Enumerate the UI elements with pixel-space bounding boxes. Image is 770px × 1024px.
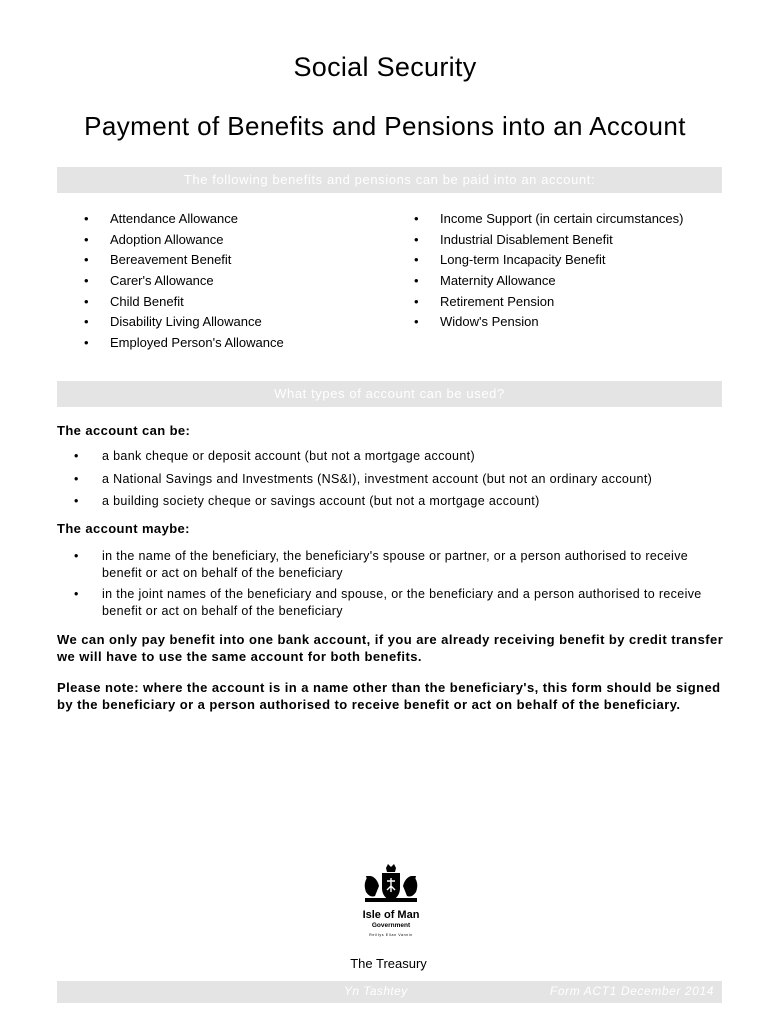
- department-name: The Treasury: [350, 956, 427, 971]
- list-item: • Attendance Allowance: [84, 209, 284, 230]
- logo-line1: Isle of Man: [362, 909, 420, 921]
- account-can-be-heading: The account can be:: [57, 423, 191, 438]
- list-item: • in the joint names of the beneficiary and spouse, or the beneficiary and a person authorised to receive benefit or act on behalf of the beneficiary: [74, 586, 724, 619]
- document-subtitle: Payment of Benefits and Pensions into an Account: [84, 111, 686, 141]
- list-item: • a National Savings and Investments (NS&I), investment account (but not an ordinary account): [74, 471, 724, 494]
- account-maybe-heading: The account maybe:: [57, 521, 190, 536]
- logo-wordmark: [363, 909, 420, 937]
- document-title: Social Security: [293, 52, 477, 82]
- account-can-be-list: [74, 448, 724, 516]
- list-item: • Long-term Incapacity Benefit: [414, 250, 683, 271]
- logo-line2: Government: [371, 922, 411, 929]
- list-item: • Adoption Allowance: [84, 230, 284, 251]
- list-item: • Disability Living Allowance: [84, 312, 284, 333]
- list-item: • a bank cheque or deposit account (but not a mortgage account): [74, 448, 724, 471]
- form-reference: Form ACT1 December 2014: [549, 984, 714, 998]
- benefits-list-left: [84, 209, 284, 354]
- list-item: • Retirement Pension: [414, 292, 683, 313]
- benefits-section-bar: The following benefits and pensions can be paid into an account:: [57, 167, 722, 193]
- list-item: • Child Benefit: [84, 292, 284, 313]
- list-item: • Widow's Pension: [414, 312, 683, 333]
- list-item: • Employed Person's Allowance: [84, 333, 284, 354]
- account-maybe-list: [74, 548, 724, 624]
- isle-of-man-crest-icon: [357, 862, 425, 942]
- list-item: • Income Support (in certain circumstances): [414, 209, 683, 230]
- benefits-list-right: [414, 209, 683, 333]
- list-item: • Bereavement Benefit: [84, 250, 284, 271]
- list-item: • in the name of the beneficiary, the beneficiary's spouse or partner, or a person authorised to receive benefit or act on behalf of the beneficiary: [74, 548, 724, 581]
- logo-line3: Reiltys Ellan Vannin: [369, 933, 413, 937]
- footer-bar: [57, 981, 722, 1003]
- signature-note: Please note: where the account is in a name other than the beneficiary's, this form should be signed by the beneficiary or a person authorised to receive benefit or act on behalf of the beneficiary.: [57, 680, 721, 712]
- list-item: • Carer's Allowance: [84, 271, 284, 292]
- list-item: • Maternity Allowance: [414, 271, 683, 292]
- single-account-note: We can only pay benefit into one bank account, if you are already receiving benefit by credit transfer we will have to use the same account for both benefits.: [57, 632, 724, 664]
- list-item: • a building society cheque or savings account (but not a mortgage account): [74, 493, 724, 516]
- manx-department-name: Yn Tashtey: [344, 984, 408, 998]
- list-item: • Industrial Disablement Benefit: [414, 230, 683, 251]
- account-types-section-bar: What types of account can be used?: [57, 381, 722, 407]
